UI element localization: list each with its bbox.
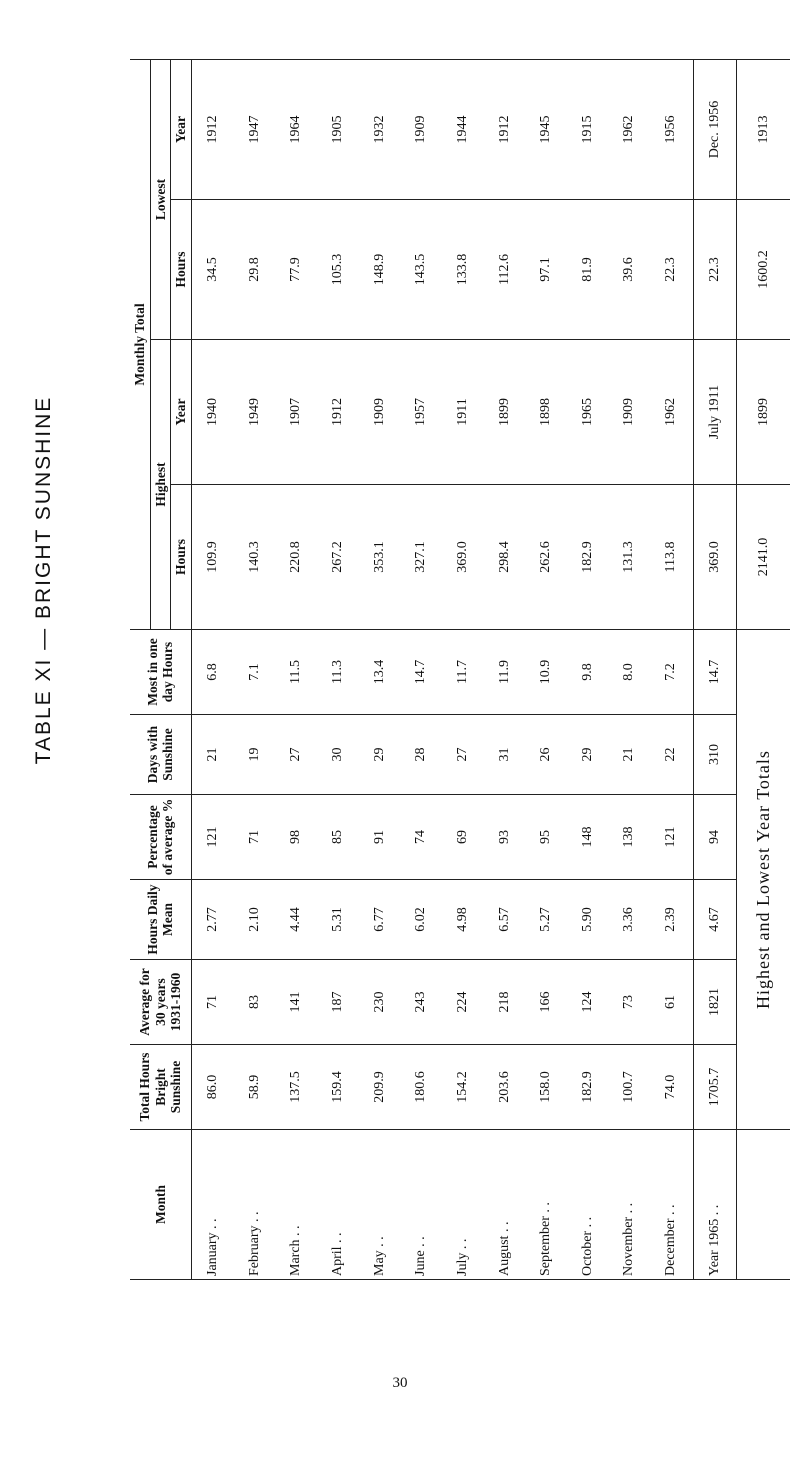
cell-lo-hours: 22.3 (650, 200, 693, 340)
cell-daily: 4.44 (275, 880, 317, 960)
cell-lo-hours: 105.3 (317, 200, 359, 340)
cell-total: 159.4 (317, 1045, 359, 1130)
table-body (191, 59, 790, 1279)
cell-month: November . . (609, 1130, 651, 1280)
header-lowest: Lowest (150, 59, 171, 339)
cell-average: 1821 (693, 960, 737, 1045)
cell-days: 26 (525, 715, 567, 795)
cell-hi-year: 1962 (650, 340, 693, 485)
cell-average: 187 (317, 960, 359, 1045)
page-number: 30 (392, 1375, 408, 1391)
cell-daily: 6.77 (359, 880, 401, 960)
cell-hi-year: 1899 (484, 340, 526, 485)
cell-daily: 2.77 (191, 880, 234, 960)
cell-hi-year: 1909 (359, 340, 401, 485)
cell-most: 6.8 (191, 630, 234, 715)
cell-month: January . . (191, 1130, 234, 1280)
cell-average: 141 (275, 960, 317, 1045)
cell-pct: 85 (317, 795, 359, 880)
cell-days: 310 (693, 715, 737, 795)
header-lowest-year: Year (171, 59, 192, 199)
table-rotated-container (130, 60, 790, 1280)
cell-month: October . . (567, 1130, 609, 1280)
cell-hi-hours: 353.1 (359, 485, 401, 630)
header-days: Days with Sunshine (130, 715, 191, 795)
cell-total: 86.0 (191, 1045, 234, 1130)
cell-average: 166 (525, 960, 567, 1045)
cell-hi-hours: 109.9 (191, 485, 234, 630)
cell-most: 14.7 (400, 630, 442, 715)
header-daily-mean: Hours Daily Mean (130, 880, 191, 960)
cell-average: 73 (609, 960, 651, 1045)
cell-average: 124 (567, 960, 609, 1045)
cell-pct: 71 (234, 795, 276, 880)
cell-most: 7.1 (234, 630, 276, 715)
cell-lo-year: 1945 (525, 59, 567, 199)
year-totals-note: Highest and Lowest Year Totals (737, 630, 790, 1130)
cell-daily: 6.02 (400, 880, 442, 960)
table-row (650, 59, 693, 1279)
cell-hi-hours: 220.8 (275, 485, 317, 630)
cell-pct: 98 (275, 795, 317, 880)
cell-pct: 74 (400, 795, 442, 880)
cell-month: February . . (234, 1130, 276, 1280)
cell-most: 11.3 (317, 630, 359, 715)
header-total-hours: Total Hours Bright Sunshine (130, 1045, 191, 1130)
cell-hi-hours: 140.3 (234, 485, 276, 630)
cell-most: 11.7 (442, 630, 484, 715)
cell-month: December . . (650, 1130, 693, 1280)
cell-month: September . . (525, 1130, 567, 1280)
cell-most: 14.7 (693, 630, 737, 715)
cell-total: 100.7 (609, 1045, 651, 1130)
cell-hi-year: 1911 (442, 340, 484, 485)
cell-lo-year: 1932 (359, 59, 401, 199)
cell-average: 243 (400, 960, 442, 1045)
cell-hi-year: 1898 (525, 340, 567, 485)
table-row (275, 59, 317, 1279)
cell-month: August . . (484, 1130, 526, 1280)
header-highest-year: Year (171, 340, 192, 485)
header-lowest-hours: Hours (171, 200, 192, 340)
cell-daily: 4.98 (442, 880, 484, 960)
cell-most: 7.2 (650, 630, 693, 715)
cell-hi-hours: 298.4 (484, 485, 526, 630)
cell-hi-hours: 2141.0 (737, 485, 790, 630)
cell-daily: 4.67 (693, 880, 737, 960)
cell-daily: 2.10 (234, 880, 276, 960)
cell-most: 8.0 (609, 630, 651, 715)
cell-pct: 91 (359, 795, 401, 880)
cell-days: 22 (650, 715, 693, 795)
cell-pct: 148 (567, 795, 609, 880)
cell-average: 230 (359, 960, 401, 1045)
table-row (359, 59, 401, 1279)
cell-average: 218 (484, 960, 526, 1045)
cell-month: June . . (400, 1130, 442, 1280)
cell-lo-hours: 39.6 (609, 200, 651, 340)
header-highest: Highest (150, 340, 171, 630)
cell-days: 29 (567, 715, 609, 795)
table-row (234, 59, 276, 1279)
cell-lo-year: 1913 (737, 59, 790, 199)
cell-lo-hours: 97.1 (525, 200, 567, 340)
cell-daily: 6.57 (484, 880, 526, 960)
cell-total: 58.9 (234, 1045, 276, 1130)
cell-total: 203.6 (484, 1045, 526, 1130)
cell-hi-hours: 131.3 (609, 485, 651, 630)
cell-hi-year: 1912 (317, 340, 359, 485)
cell-most: 10.9 (525, 630, 567, 715)
cell-most: 11.5 (275, 630, 317, 715)
cell-total: 158.0 (525, 1045, 567, 1130)
table-row (525, 59, 567, 1279)
cell-lo-year: 1915 (567, 59, 609, 199)
cell-lo-hours: 1600.2 (737, 200, 790, 340)
header-monthly-total: Monthly Total (130, 59, 150, 629)
table-row-year (693, 59, 737, 1279)
cell-daily: 2.39 (650, 880, 693, 960)
cell-lo-hours: 148.9 (359, 200, 401, 340)
cell-lo-year: Dec. 1956 (693, 59, 737, 199)
cell-hi-hours: 113.8 (650, 485, 693, 630)
cell-hi-hours: 262.6 (525, 485, 567, 630)
header-percentage: Percentage of average % (130, 795, 191, 880)
cell-total: 154.2 (442, 1045, 484, 1130)
cell-hi-year: 1957 (400, 340, 442, 485)
cell-total: 74.0 (650, 1045, 693, 1130)
cell-pct: 95 (525, 795, 567, 880)
cell-days: 31 (484, 715, 526, 795)
cell-lo-year: 1947 (234, 59, 276, 199)
cell-hi-year: 1907 (275, 340, 317, 485)
cell-hi-hours: 369.0 (442, 485, 484, 630)
cell-lo-year: 1912 (484, 59, 526, 199)
table-row (442, 59, 484, 1279)
cell-lo-year: 1909 (400, 59, 442, 199)
header-most: Most in one day Hours (130, 630, 191, 715)
cell-total: 137.5 (275, 1045, 317, 1130)
cell-month: March . . (275, 1130, 317, 1280)
table-row (484, 59, 526, 1279)
header-highest-hours: Hours (171, 485, 192, 630)
cell-lo-year: 1912 (191, 59, 234, 199)
cell-days: 19 (234, 715, 276, 795)
cell-hi-year: 1965 (567, 340, 609, 485)
cell-hi-hours: 369.0 (693, 485, 737, 630)
cell-hi-hours: 327.1 (400, 485, 442, 630)
cell-lo-hours: 77.9 (275, 200, 317, 340)
cell-hi-year: 1909 (609, 340, 651, 485)
cell-lo-hours: 34.5 (191, 200, 234, 340)
cell-lo-year: 1962 (609, 59, 651, 199)
header-month: Month (130, 1130, 191, 1280)
cell-total: 1705.7 (693, 1045, 737, 1130)
cell-daily: 5.90 (567, 880, 609, 960)
cell-lo-hours: 133.8 (442, 200, 484, 340)
table-row-year-totals (737, 59, 790, 1279)
cell-days: 21 (191, 715, 234, 795)
cell-pct: 93 (484, 795, 526, 880)
cell-hi-hours: 267.2 (317, 485, 359, 630)
cell-total: 180.6 (400, 1045, 442, 1130)
cell-average: 61 (650, 960, 693, 1045)
table-inner (130, 60, 790, 1280)
cell-total: 182.9 (567, 1045, 609, 1130)
cell-lo-year: 1944 (442, 59, 484, 199)
cell-days: 30 (317, 715, 359, 795)
cell-empty (737, 1130, 790, 1280)
cell-hi-year: 1949 (234, 340, 276, 485)
cell-month: Year 1965 . . (693, 1130, 737, 1280)
cell-lo-hours: 112.6 (484, 200, 526, 340)
cell-lo-year: 1964 (275, 59, 317, 199)
cell-pct: 121 (650, 795, 693, 880)
cell-hi-year: 1940 (191, 340, 234, 485)
table-row (317, 59, 359, 1279)
cell-days: 27 (442, 715, 484, 795)
cell-lo-hours: 22.3 (693, 200, 737, 340)
table-row (191, 59, 234, 1279)
table-row (400, 59, 442, 1279)
cell-lo-hours: 29.8 (234, 200, 276, 340)
table-row (567, 59, 609, 1279)
cell-month: May . . (359, 1130, 401, 1280)
cell-days: 21 (609, 715, 651, 795)
sunshine-table (130, 59, 790, 1280)
cell-pct: 69 (442, 795, 484, 880)
cell-average: 224 (442, 960, 484, 1045)
cell-days: 29 (359, 715, 401, 795)
cell-month: April . . (317, 1130, 359, 1280)
cell-most: 9.8 (567, 630, 609, 715)
header-average: Average for 30 years 1931-1960 (130, 960, 191, 1045)
cell-daily: 5.31 (317, 880, 359, 960)
cell-lo-year: 1905 (317, 59, 359, 199)
cell-daily: 3.36 (609, 880, 651, 960)
cell-lo-year: 1956 (650, 59, 693, 199)
table-row (609, 59, 651, 1279)
cell-pct: 138 (609, 795, 651, 880)
table-title: TABLE XI — BRIGHT SUNSHINE (32, 395, 55, 765)
cell-pct: 121 (191, 795, 234, 880)
cell-average: 71 (191, 960, 234, 1045)
cell-days: 28 (400, 715, 442, 795)
cell-days: 27 (275, 715, 317, 795)
cell-daily: 5.27 (525, 880, 567, 960)
cell-month: July . . (442, 1130, 484, 1280)
cell-lo-hours: 81.9 (567, 200, 609, 340)
cell-pct: 94 (693, 795, 737, 880)
cell-hi-hours: 182.9 (567, 485, 609, 630)
cell-most: 13.4 (359, 630, 401, 715)
cell-hi-year: 1899 (737, 340, 790, 485)
cell-most: 11.9 (484, 630, 526, 715)
cell-average: 83 (234, 960, 276, 1045)
cell-total: 209.9 (359, 1045, 401, 1130)
cell-lo-hours: 143.5 (400, 200, 442, 340)
cell-hi-year: July 1911 (693, 340, 737, 485)
